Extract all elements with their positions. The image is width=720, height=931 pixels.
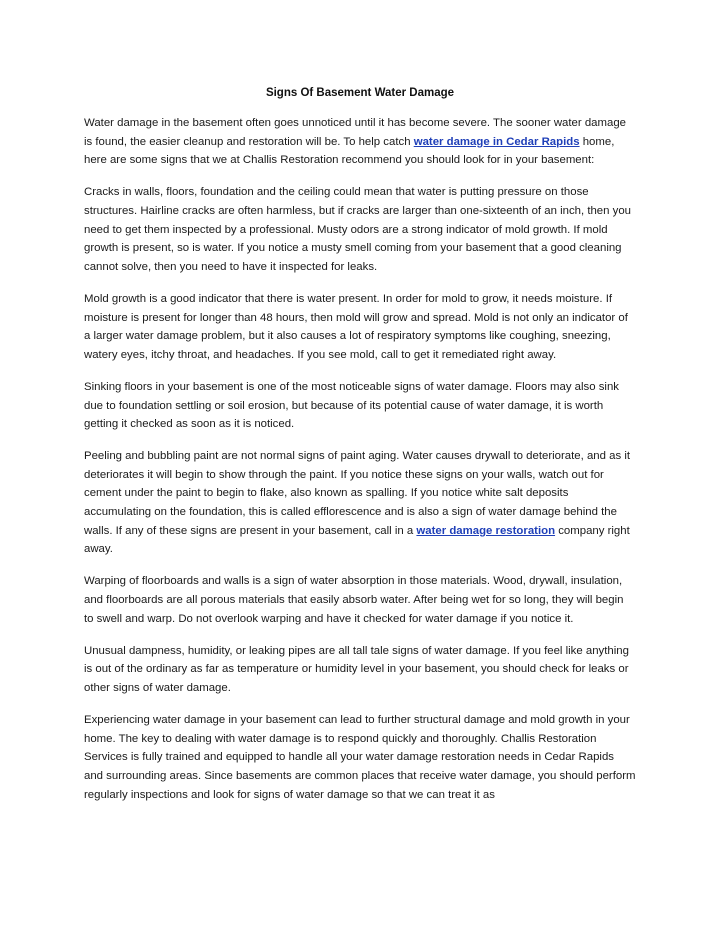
paragraph-peeling-paint-text-after: company right away. — [84, 524, 630, 556]
paragraph-sinking-floors: Sinking floors in your basement is one of the most noticeable signs of water damage. Floors may also sink due to foundation settling or soil erosion, but because of its potential cause of water damage, it is worth getting it checked as soon as it is noticed. — [84, 380, 619, 431]
document-title: Signs Of Basement Water Damage — [265, 87, 455, 99]
paragraph-peeling-paint — [84, 447, 636, 559]
paragraph-conclusion: Experiencing water damage in your basement can lead to further structural damage and mold growth in your home. The key to dealing with water damage is to respond quickly and thoroughly. Challis Restoration Services is fully trained and equipped to handle all your water damage restoration needs in Cedar Rapids and surrounding areas. Since basements are common places that receive water damage, you should perform regularly inspections and look for signs of water damage so that we can treat it as — [84, 714, 636, 801]
paragraph-intro-text-before: Water damage in the basement often goes unnoticed until it has become severe. The sooner water damage is found, the easier cleanup and restoration will be. To help catch — [84, 117, 627, 148]
paragraph-peeling-paint-text-before: Peeling and bubbling paint are not normal signs of paint aging. Water causes drywall to deteriorate, and as it deteriorates it will begin to show through the paint. If you notice these signs on your walls, watch out for cement under the paint to begin to flake, also known as spalling. If you notice white salt deposits accumulating on the foundation, this is called efflorescence and is also a sign of water damage behind the walls. If any of these signs are present in your basement, call in a — [84, 450, 631, 537]
paragraph-mold: Mold growth is a good indicator that there is water present. In order for mold to grow, it needs moisture. If moisture is present for longer than 48 hours, then mold will grow and spread. Mold is not only an indicator of a larger water damage problem, but it also causes a lot of respiratory symptoms like coughing, sneezing, watery eyes, itchy throat, and headaches. If you see mold, call to get it remediated right away. — [84, 292, 628, 361]
paragraph-intro — [84, 114, 636, 170]
paragraph-cracks: Cracks in walls, floors, foundation and the ceiling could mean that water is putting pressure on those structures. Hairline cracks are often harmless, but if cracks are larger than one-sixteenth of an inch, then you need to get them inspected by a professional. Musty odors are a strong indicator of mold growth. If mold growth is present, so is water. If you notice a musty smell coming from your basement that a good cleaning cannot solve, then you need to have it inspected for leaks. — [84, 186, 632, 273]
paragraph-dampness: Unusual dampness, humidity, or leaking pipes are all tall tale signs of water damage. If you feel like anything is out of the ordinary as far as temperature or humidity level in your basement, you should check for leaks or other signs of water damage. — [84, 644, 629, 694]
water-damage-cedar-rapids-link[interactable]: water damage in Cedar Rapids — [413, 135, 580, 148]
paragraph-warping: Warping of floorboards and walls is a sign of water absorption in those materials. Wood, drywall, insulation, and floorboards are all porous materials that easily absorb water. After being wet for so long, they will begin to swell and warp. Do not overlook warping and have it checked for water damage if you notice it. — [84, 575, 624, 625]
paragraph-intro-text-after: home, here are some signs that we at Challis Restoration recommend you should look for in your basement: — [84, 135, 615, 167]
document-body — [84, 114, 636, 818]
water-damage-restoration-link[interactable]: water damage restoration — [416, 524, 556, 537]
